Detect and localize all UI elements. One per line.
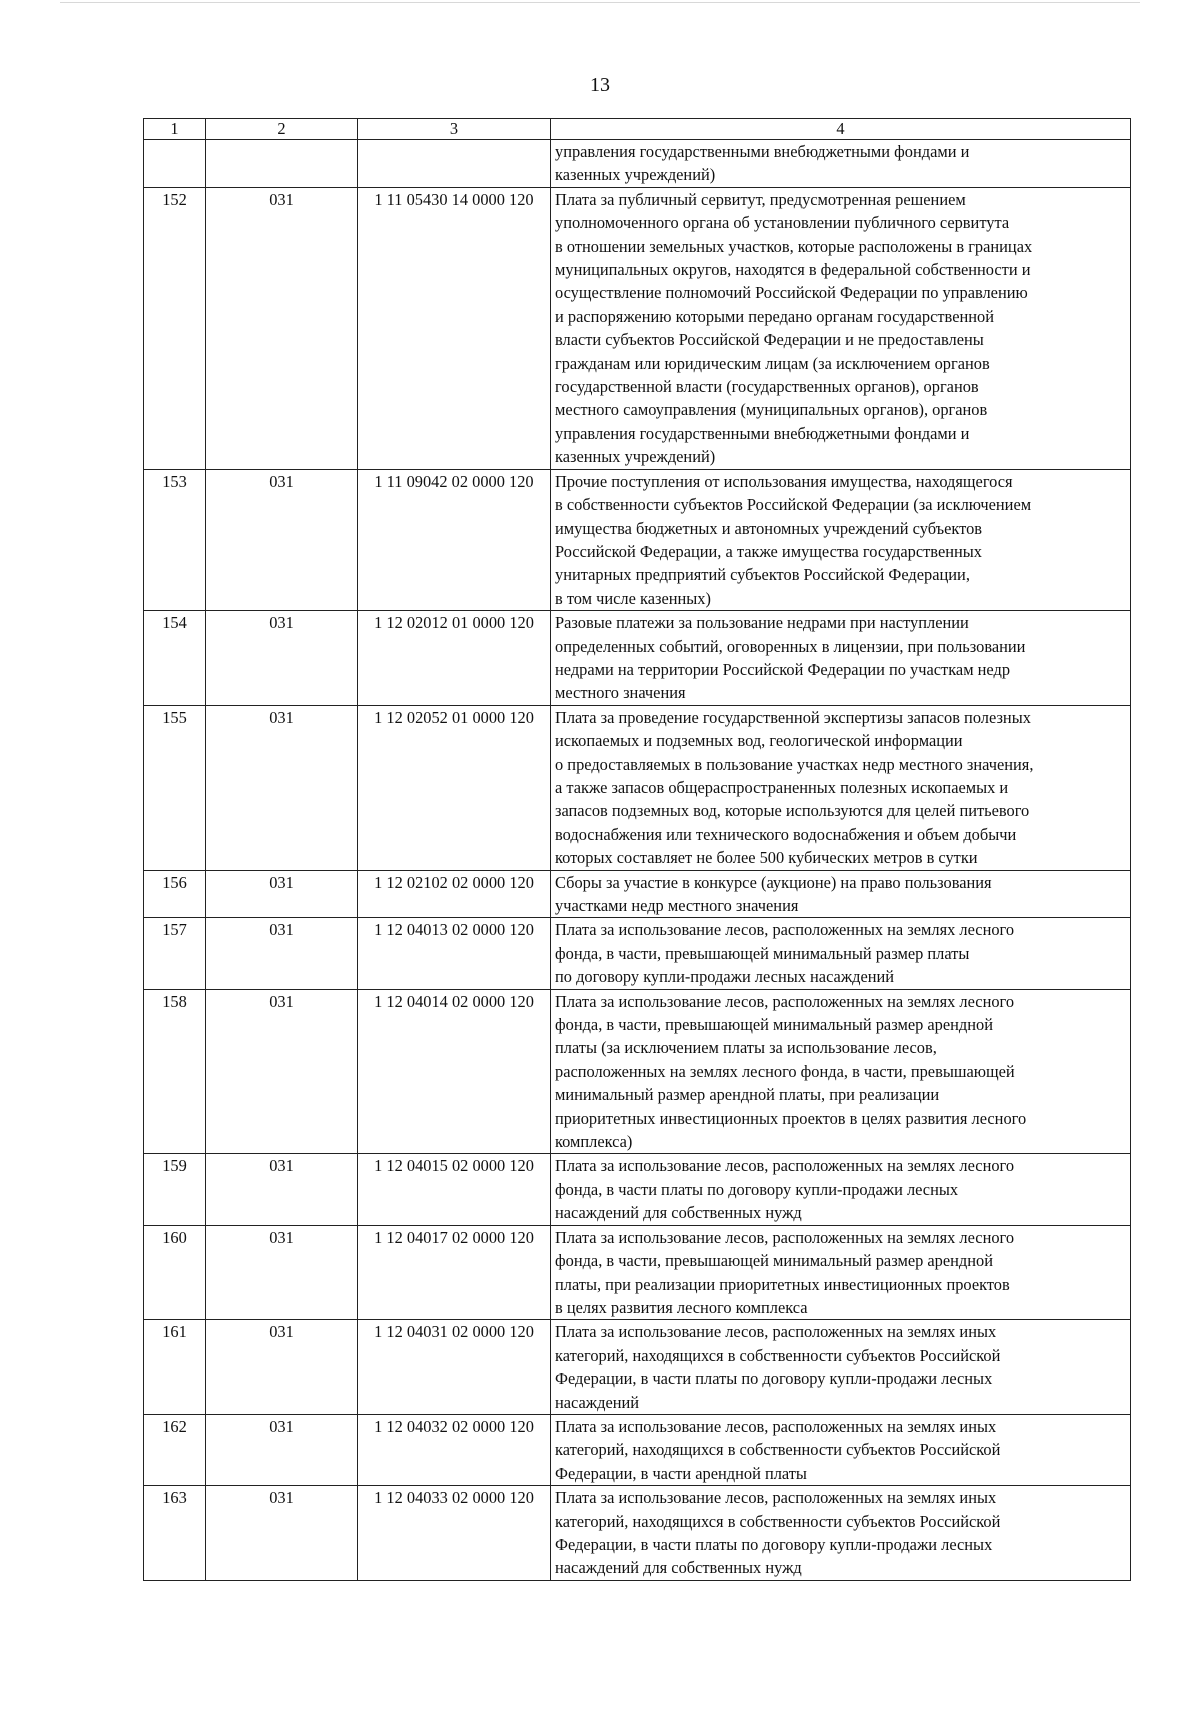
description-line: Федерации, в части платы по договору купли-продажи лесных	[555, 1369, 993, 1389]
description-cell	[551, 1320, 1131, 1415]
description-line: насаждений для собственных нужд	[555, 1558, 802, 1578]
description-line: ископаемых и подземных вод, геологической информации	[555, 731, 963, 751]
kbk-code-cell: 1 12 04031 02 0000 120	[358, 1320, 551, 1415]
description-cell	[551, 187, 1131, 469]
admin-code-cell: 031	[206, 705, 358, 870]
kbk-code-cell: 1 12 04013 02 0000 120	[358, 918, 551, 989]
kbk-code-cell: 1 12 04017 02 0000 120	[358, 1225, 551, 1320]
kbk-code-cell: 1 12 04033 02 0000 120	[358, 1486, 551, 1581]
row-number-cell: 154	[144, 611, 206, 706]
kbk-code-cell: 1 11 09042 02 0000 120	[358, 469, 551, 610]
scan-edge-line	[60, 2, 1140, 3]
row-number-cell: 162	[144, 1414, 206, 1485]
kbk-code-cell: 1 12 04032 02 0000 120	[358, 1414, 551, 1485]
row-number-cell: 153	[144, 469, 206, 610]
description-line: в том числе казенных)	[555, 588, 711, 608]
kbk-code-cell: 1 12 02102 02 0000 120	[358, 870, 551, 918]
description-line: и распоряжению которыми передано органам государственной	[555, 306, 994, 326]
continuation-num-cell	[144, 140, 206, 188]
description-line: имущества бюджетных и автономных учреждений субъектов	[555, 518, 983, 538]
description-line: муниципальных округов, находятся в федеральной собственности и	[555, 260, 1031, 280]
table-body	[144, 140, 1131, 1581]
description-line: Федерации, в части арендной платы	[555, 1463, 807, 1483]
admin-code-cell: 031	[206, 989, 358, 1154]
description-line: фонда, в части, превышающей минимальный размер арендной	[555, 1251, 993, 1271]
description-line: участками недр местного значения	[555, 896, 799, 915]
description-line: фонда, в части, превышающей минимальный размер платы	[555, 943, 970, 963]
table-row	[144, 989, 1131, 1154]
row-number-cell: 163	[144, 1486, 206, 1581]
admin-code-cell: 031	[206, 1154, 358, 1225]
description-line: казенных учреждений)	[555, 447, 716, 467]
description-cell	[551, 1414, 1131, 1485]
kbk-code-cell: 1 12 02052 01 0000 120	[358, 705, 551, 870]
kbk-code-cell: 1 12 04015 02 0000 120	[358, 1154, 551, 1225]
row-number-cell: 157	[144, 918, 206, 989]
description-line: Плата за использование лесов, расположенных на землях лесного	[555, 920, 1015, 940]
description-cell	[551, 705, 1131, 870]
table-row	[144, 1414, 1131, 1485]
description-line: насаждений	[555, 1392, 640, 1412]
description-cell	[551, 1154, 1131, 1225]
table-row	[144, 918, 1131, 989]
table-row	[144, 187, 1131, 469]
description-line: Плата за использование лесов, расположенных на землях лесного	[555, 1227, 1015, 1247]
description-line: приоритетных инвестиционных проектов в целях развития лесного	[555, 1108, 1027, 1128]
row-number-cell: 160	[144, 1225, 206, 1320]
description-line: местного значения	[555, 683, 686, 703]
description-line: Плата за использование лесов, расположенных на землях иных	[555, 1322, 997, 1342]
revenue-codes-table	[143, 118, 1131, 1581]
description-line: комплекса)	[555, 1132, 633, 1152]
column-header-3: 3	[358, 119, 551, 140]
description-line: в собственности субъектов Российской Федерации (за исключением	[555, 495, 1032, 515]
description-line: минимальный размер арендной платы, при реализации	[555, 1085, 940, 1105]
continuation-row	[144, 140, 1131, 188]
description-line: платы (за исключением платы за использование лесов,	[555, 1038, 937, 1058]
description-line: платы, при реализации приоритетных инвестиционных проектов	[555, 1274, 1010, 1294]
description-line: определенных событий, оговоренных в лицензии, при пользовании	[555, 636, 1026, 656]
description-line: водоснабжения или технического водоснабжения и объем добычи	[555, 824, 1017, 844]
kbk-code-cell: 1 11 05430 14 0000 120	[358, 187, 551, 469]
description-line: Сборы за участие в конкурсе (аукционе) на право пользования	[555, 872, 992, 892]
description-line: Плата за использование лесов, расположенных на землях иных	[555, 1488, 997, 1508]
description-line: фонда, в части платы по договору купли-продажи лесных	[555, 1179, 959, 1199]
kbk-code-cell: 1 12 04014 02 0000 120	[358, 989, 551, 1154]
continuation-admin-cell	[206, 140, 358, 188]
description-line: унитарных предприятий субъектов Российской Федерации,	[555, 565, 970, 585]
description-line: Прочие поступления от использования имущества, находящегося	[555, 471, 1013, 491]
description-line: Плата за использование лесов, расположенных на землях лесного	[555, 991, 1015, 1011]
column-header-4: 4	[551, 119, 1131, 140]
admin-code-cell: 031	[206, 611, 358, 706]
description-line: Плата за публичный сервитут, предусмотренная решением	[555, 189, 966, 209]
table-row	[144, 469, 1131, 610]
description-line: фонда, в части, превышающей минимальный размер арендной	[555, 1015, 993, 1035]
description-line: которых составляет не более 500 кубических метров в сутки	[555, 848, 978, 868]
description-line: Плата за использование лесов, расположенных на землях иных	[555, 1416, 997, 1436]
description-line: местного самоуправления (муниципальных органов), органов	[555, 400, 988, 420]
description-line: Разовые платежи за пользование недрами при наступлении	[555, 613, 969, 633]
admin-code-cell: 031	[206, 918, 358, 989]
description-line: в отношении земельных участков, которые расположены в границах	[555, 236, 1033, 256]
description-cell	[551, 989, 1131, 1154]
description-cell	[551, 918, 1131, 989]
description-line: гражданам или юридическим лицам (за исключением органов	[555, 353, 990, 373]
description-line: уполномоченного органа об установлении публичного сервитута	[555, 213, 1010, 233]
row-number-cell: 158	[144, 989, 206, 1154]
description-line: расположенных на землях лесного фонда, в части, превышающей	[555, 1061, 1015, 1081]
continuation-kbk-cell	[358, 140, 551, 188]
description-line: Плата за проведение государственной экспертизы запасов полезных	[555, 707, 1031, 727]
table-row	[144, 1320, 1131, 1415]
description-line: государственной власти (государственных органов), органов	[555, 377, 979, 397]
admin-code-cell: 031	[206, 187, 358, 469]
description-line: недрами на территории Российской Федерации по участкам недр	[555, 659, 1011, 679]
row-number-cell: 156	[144, 870, 206, 918]
description-line: власти субъектов Российской Федерации и не предоставлены	[555, 330, 984, 350]
continuation-description-cell	[551, 140, 1131, 188]
description-line: Федерации, в части платы по договору купли-продажи лесных	[555, 1534, 993, 1554]
description-line: управления государственными внебюджетными фондами и	[555, 142, 970, 161]
admin-code-cell: 031	[206, 1225, 358, 1320]
description-cell	[551, 611, 1131, 706]
column-header-2: 2	[206, 119, 358, 140]
row-number-cell: 161	[144, 1320, 206, 1415]
description-cell	[551, 1486, 1131, 1581]
table-row	[144, 1154, 1131, 1225]
admin-code-cell: 031	[206, 1320, 358, 1415]
admin-code-cell: 031	[206, 469, 358, 610]
description-line: о предоставляемых в пользование участках недр местного значения,	[555, 754, 1034, 774]
admin-code-cell: 031	[206, 1414, 358, 1485]
row-number-cell: 159	[144, 1154, 206, 1225]
table-row	[144, 1225, 1131, 1320]
table-row	[144, 611, 1131, 706]
description-line: насаждений для собственных нужд	[555, 1203, 802, 1223]
description-line: категорий, находящихся в собственности субъектов Российской	[555, 1511, 1001, 1531]
table-header-row	[144, 119, 1131, 140]
description-line: категорий, находящихся в собственности субъектов Российской	[555, 1345, 1001, 1365]
table-row	[144, 705, 1131, 870]
page-number: 13	[590, 74, 610, 96]
description-cell	[551, 870, 1131, 918]
description-line: категорий, находящихся в собственности субъектов Российской	[555, 1440, 1001, 1460]
kbk-code-cell: 1 12 02012 01 0000 120	[358, 611, 551, 706]
row-number-cell: 155	[144, 705, 206, 870]
description-line: осуществление полномочий Российской Федерации по управлению	[555, 283, 1028, 303]
description-line: казенных учреждений)	[555, 165, 716, 185]
description-cell	[551, 469, 1131, 610]
description-line: в целях развития лесного комплекса	[555, 1297, 808, 1317]
description-line: а также запасов общераспространенных полезных ископаемых и	[555, 777, 1009, 797]
description-line: управления государственными внебюджетными фондами и	[555, 423, 970, 443]
description-line: по договору купли-продажи лесных насаждений	[555, 967, 895, 987]
description-line: Плата за использование лесов, расположенных на землях лесного	[555, 1156, 1015, 1176]
description-line: Российской Федерации, а также имущества государственных	[555, 541, 982, 561]
row-number-cell: 152	[144, 187, 206, 469]
admin-code-cell: 031	[206, 870, 358, 918]
admin-code-cell: 031	[206, 1486, 358, 1581]
column-header-1: 1	[144, 119, 206, 140]
description-line: запасов подземных вод, которые используются для целей питьевого	[555, 801, 1030, 821]
table-row	[144, 1486, 1131, 1581]
description-cell	[551, 1225, 1131, 1320]
table-row	[144, 870, 1131, 918]
